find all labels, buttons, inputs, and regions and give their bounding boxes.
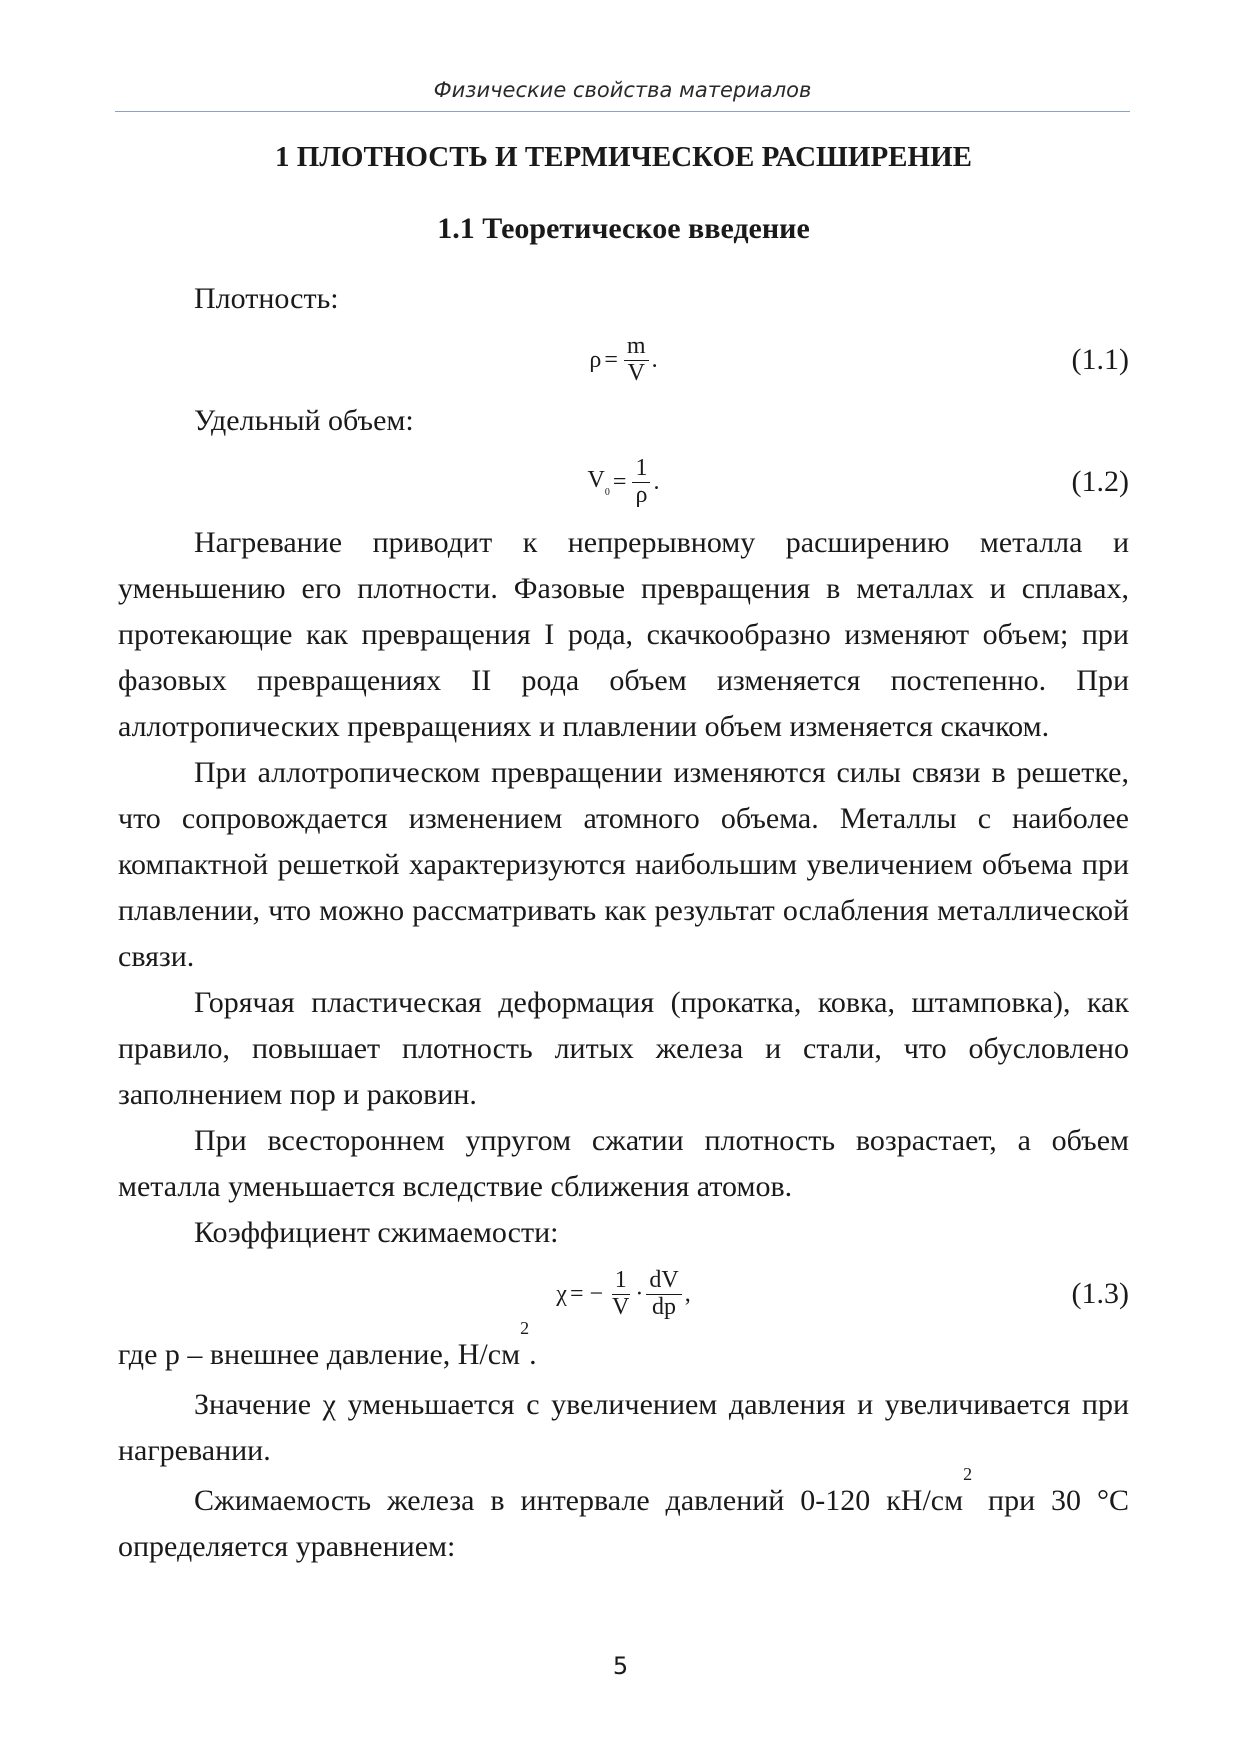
density-label: Плотность: xyxy=(194,282,339,315)
paragraph-where-pressure: где p – внешнее давление, $Н/см^2$. xyxy=(118,1318,537,1371)
paragraph-chi-value: Значение χ уменьшается с увеличением давления и увеличивается при нагревании. xyxy=(118,1388,1129,1467)
formula-specific-volume xyxy=(118,444,1129,520)
formula-density xyxy=(118,322,1129,398)
formula-2-numerator: 1 xyxy=(632,456,650,482)
formula-3-denominator-2: dp xyxy=(652,1293,677,1320)
formula-1-numerator: m xyxy=(624,334,649,360)
formula-3-fraction-2 xyxy=(646,1268,681,1319)
compressibility-label: Коэффициент сжимаемости: xyxy=(194,1216,559,1249)
formula-3-numerator-1: 1 xyxy=(612,1268,630,1294)
formula-2-denominator: ρ xyxy=(635,481,648,508)
paragraph-hot-deformation: Горячая пластическая деформация (прокатка, ковка, штамповка), как правило, повышает плотность литых железа и стали, что обусловлено заполнением пор и раковин. xyxy=(118,986,1129,1111)
formula-3-fraction-1 xyxy=(609,1268,632,1319)
formula-compressibility xyxy=(118,1256,1129,1332)
formula-3-dot: · xyxy=(635,1281,644,1307)
formula-2-equals: = xyxy=(612,469,627,495)
formula-2-fraction xyxy=(632,456,650,507)
page-body xyxy=(118,134,1129,1570)
paragraph-iron-compressibility: Сжимаемость железа в интервале давлений 0-120 $кН/см^2$ при 30 °С определяется уравнением: xyxy=(118,1464,1129,1563)
formula-3-denominator-1: V xyxy=(612,1293,630,1320)
formula-3-lhs: χ xyxy=(556,1281,567,1307)
formula-1-tail: . xyxy=(651,347,658,373)
formula-3-tail: , xyxy=(684,1281,691,1307)
formula-2-tail: . xyxy=(653,469,660,495)
formula-1-fraction xyxy=(624,334,649,385)
formula-1-number: (1.1) xyxy=(1071,343,1129,376)
specific-volume-label: Удельный объем: xyxy=(194,404,414,437)
header-rule xyxy=(115,111,1130,112)
formula-2-number: (1.2) xyxy=(1071,465,1129,498)
iron-superscript: 2 xyxy=(963,1464,973,1484)
formula-1-equals: = xyxy=(604,347,618,373)
formula-2-subscript: 0 xyxy=(604,486,610,498)
paragraph-allotropic: При аллотропическом превращении изменяются силы связи в решетке, что сопровождается изменением атомного объема. Металлы с наиболее компактной решеткой характеризуются наибольшим увеличением объема при плавлении, что можно рассматривать как результат ослабления металлической связи. xyxy=(118,756,1129,973)
chapter-title: 1 ПЛОТНОСТЬ И ТЕРМИЧЕСКОЕ РАСШИРЕНИЕ xyxy=(275,141,972,173)
formula-3-number: (1.3) xyxy=(1071,1277,1129,1310)
formula-1-denominator: V xyxy=(627,359,645,386)
where-superscript: 2 xyxy=(520,1318,530,1338)
formula-1-lhs: ρ xyxy=(589,347,602,373)
paragraph-heating: Нагревание приводит к непрерывному расширению металла и уменьшению его плотности. Фазовые превращения в металлах и сплавах, протекающие как превращения I рода, скачкообразно изменяют объем; при фазовых превращениях II рода объем изменяется постепенно. При аллотропических превращениях и плавлении объем изменяется скачком. xyxy=(118,526,1129,743)
page-number: 5 xyxy=(612,1652,629,1680)
paragraph-compression: При всестороннем упругом сжатии плотность возрастает, а объем металла уменьшается вследствие сближения атомов. xyxy=(118,1124,1129,1203)
formula-3-equals: = − xyxy=(569,1281,604,1307)
section-title: 1.1 Теоретическое введение xyxy=(437,212,810,245)
running-header: Физические свойства материалов xyxy=(433,78,812,102)
formula-2-lhs: $V_0$ xyxy=(587,466,610,498)
formula-3-numerator-2: dV xyxy=(646,1268,681,1294)
